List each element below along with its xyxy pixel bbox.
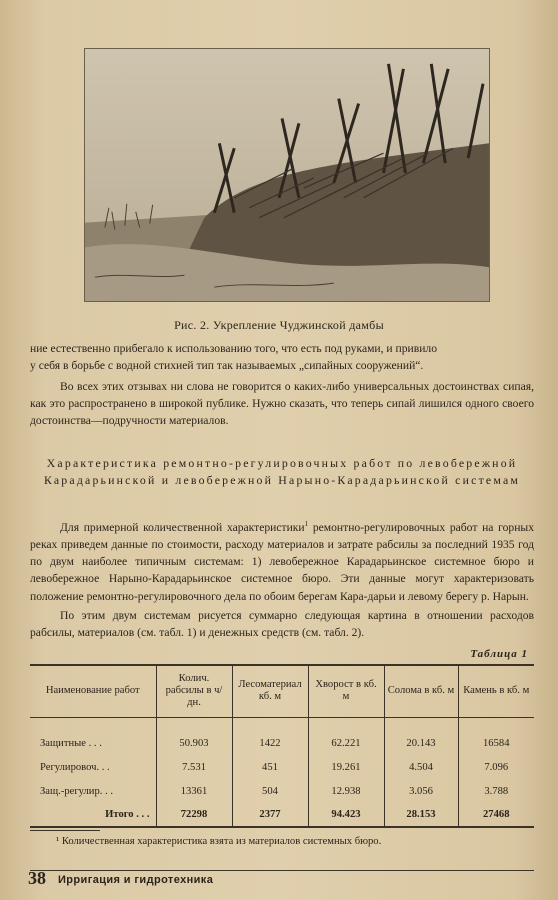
column-header-stone: Камень в кб. м: [458, 665, 534, 717]
table-cell: 20.143: [384, 731, 458, 755]
column-header-timber: Лесоматериал кб. м: [232, 665, 308, 717]
table-cell: 3.788: [458, 779, 534, 803]
table-cell: 504: [232, 779, 308, 803]
table-label: Таблица 1: [470, 648, 528, 660]
table-header-row: [30, 665, 534, 717]
table-cell: 451: [232, 755, 308, 779]
table-row: [30, 731, 534, 755]
table-cell: 1422: [232, 731, 308, 755]
paragraph-line: ние естественно прибегало к использованию того, что есть под руками, и привило: [30, 342, 437, 355]
table-cell: 16584: [458, 731, 534, 755]
table-cell: 94.423: [308, 803, 384, 827]
dam-photo-illustration: [85, 49, 489, 301]
footnote: ¹ Количественная характеристика взята из материалов системных бюро.: [56, 836, 382, 847]
footnote-divider: [30, 830, 100, 831]
table-row: [30, 755, 534, 779]
table-row: [30, 779, 534, 803]
table-cell: Итого . . .: [30, 803, 156, 827]
paragraph-line: у себя в борьбе с водной стихией тип так называемых „сипайных сооружений“.: [30, 359, 424, 373]
table-cell: 12.938: [308, 779, 384, 803]
table-cell: 19.261: [308, 755, 384, 779]
table-cell: 7.096: [458, 755, 534, 779]
table-cell: 4.504: [384, 755, 458, 779]
table-cell: 72298: [156, 803, 232, 827]
dam-photo: [84, 48, 490, 302]
figure-caption: Рис. 2. Укрепление Чуджинской дамбы: [174, 318, 384, 332]
table-cell: 28.153: [384, 803, 458, 827]
section-heading: Характеристика ремонтно-регулировочных работ по левобережной Карадарьинской и левобережной Нарыно-Карадарьинской системам: [43, 456, 521, 487]
table-cell: Защ.-регулир. . .: [30, 779, 156, 803]
table-cell: 3.056: [384, 779, 458, 803]
table-cell: 50.903: [156, 731, 232, 755]
table-cell: Регулировоч. . .: [30, 755, 156, 779]
paragraph-characteristic: [30, 516, 534, 605]
column-header-brushwood: Хворост в кб. м: [308, 665, 384, 717]
table-cell: 7.531: [156, 755, 232, 779]
column-header-work-type: Наименование работ: [30, 665, 156, 717]
table-cell: 62.221: [308, 731, 384, 755]
paragraph-summary: По этим двум системам рисуется суммарно следующая картина в отношении расходов рабсилы, материалов (см. табл. 1) и денежных средств (см. табл. 2).: [30, 609, 534, 640]
paragraph-text: Для примерной количественной характеристики: [60, 520, 305, 534]
table-cell: 27468: [458, 803, 534, 827]
materials-table: [30, 664, 534, 828]
column-header-straw: Солома в кб. м: [384, 665, 458, 717]
table-cell: 13361: [156, 779, 232, 803]
table-cell: Защитные . . .: [30, 731, 156, 755]
paragraph-sipai-qualities: Во всех этих отзывах ни слова не говорится о каких-либо универсальных достоинствах сипая, как это распространено в широкой публике. Нужно сказать, что теперь сипай лишился одного своего достоинства—подручности материалов.: [30, 380, 534, 428]
table-cell: 2377: [232, 803, 308, 827]
table-total-row: [30, 803, 534, 827]
footnote-marker[interactable]: 1: [304, 520, 309, 528]
paragraph-text: ремонтно-регулировочных работ на горных реках приведем данные по стоимости, расходу материалов и затрате рабсилы за последний 1935 год по двум наиболее типичным системам: 1) левобережное Карадарьинское системное бюро и левобережное Нарыно-Карадарьинское системное бюро. Эти данные могут характеризовать положение ремонтно-регулировочного дела по обоим берегам Кара-дарьи и левому берегу р. Нарын.: [30, 520, 535, 603]
paragraph-continuation: [30, 340, 534, 374]
journal-title: Ирригация и гидротехника: [58, 874, 214, 886]
page-number: 38: [28, 868, 46, 888]
column-header-labor: Колич. рабсилы в ч/дн.: [156, 665, 232, 717]
table-spacer: [30, 717, 534, 731]
